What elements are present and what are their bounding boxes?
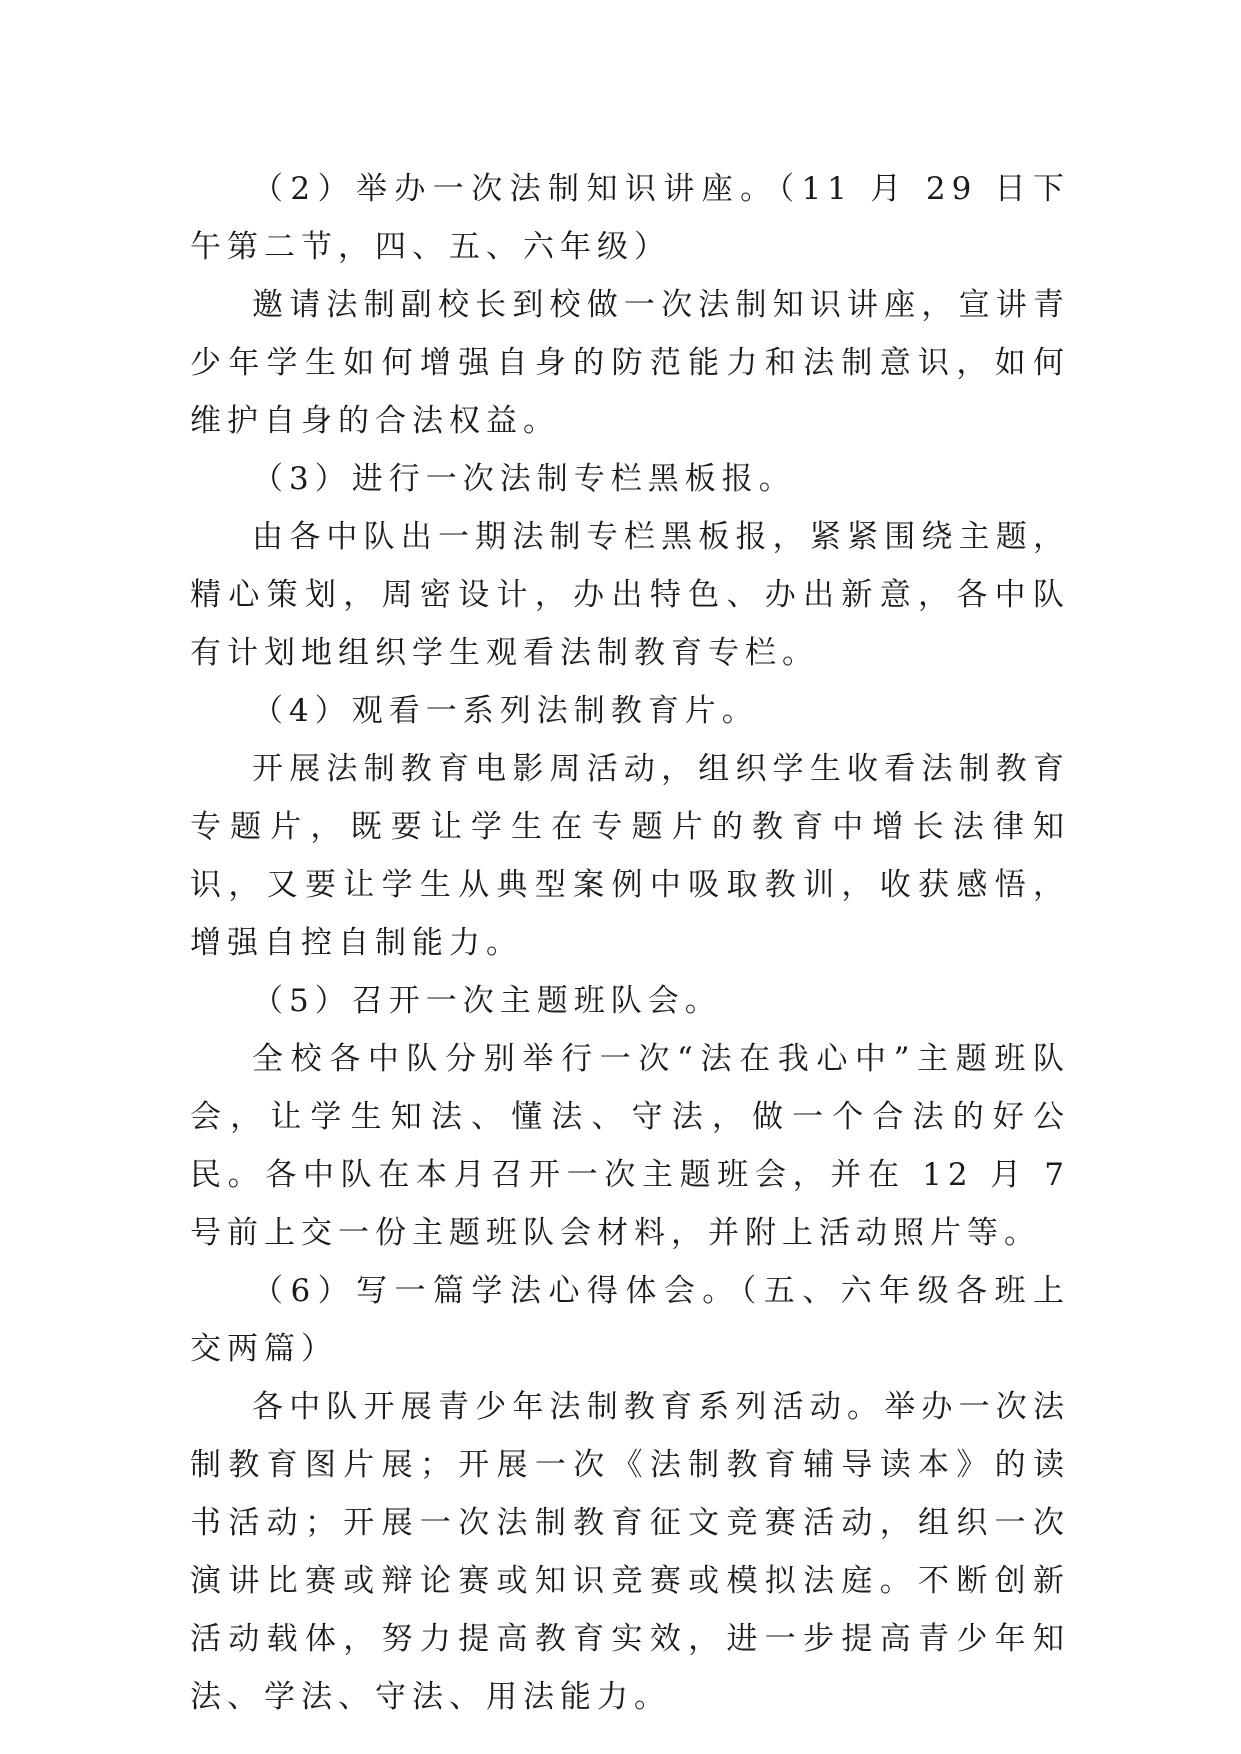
item-5-heading: （5）召开一次主题班队会。 (252, 983, 722, 1019)
item-4-body: 开展法制教育电影周活动，组织学生收看法制教育专题片，既要让学生在专题片的教育中增长法律知识，又要让学生从典型案例中吸取教训，收获感悟，增强自控自制能力。 (190, 751, 1070, 961)
item-4-heading: （4）观看一系列法制教育片。 (252, 693, 759, 729)
item-6-heading: （6）写一篇学法心得体会。（五、六年级各班上交两篇） (190, 1273, 1070, 1367)
item-3-body: 由各中队出一期法制专栏黑板报，紧紧围绕主题，精心策划，周密设计，办出特色、办出新意，各中队有计划地组织学生观看法制教育专栏。 (190, 519, 1070, 671)
item-2-body: 邀请法制副校长到校做一次法制知识讲座，宣讲青少年学生如何增强自身的防范能力和法制意识，如何维护自身的合法权益。 (190, 287, 1070, 439)
item-5-body: 全校各中队分别举行一次“法在我心中”主题班队会，让学生知法、懂法、守法，做一个合法的好公民。各中队在本月召开一次主题班会，并在 12 月 7 号前上交一份主题班队会材料，并附上活动照片等。 (190, 1041, 1070, 1251)
item-6-body: 各中队开展青少年法制教育系列活动。举办一次法制教育图片展；开展一次《法制教育辅导读本》的读书活动；开展一次法制教育征文竞赛活动，组织一次演讲比赛或辩论赛或知识竞赛或模拟法庭。不断创新活动载体，努力提高教育实效，进一步提高青少年知法、学法、守法、用法能力。 (190, 1389, 1070, 1715)
item-3-heading: （3）进行一次法制专栏黑板报。 (252, 461, 796, 497)
document-body (190, 160, 1070, 1726)
item-2-heading: （2）举办一次法制知识讲座。（11 月 29 日下午第二节，四、五、六年级） (190, 171, 1070, 265)
